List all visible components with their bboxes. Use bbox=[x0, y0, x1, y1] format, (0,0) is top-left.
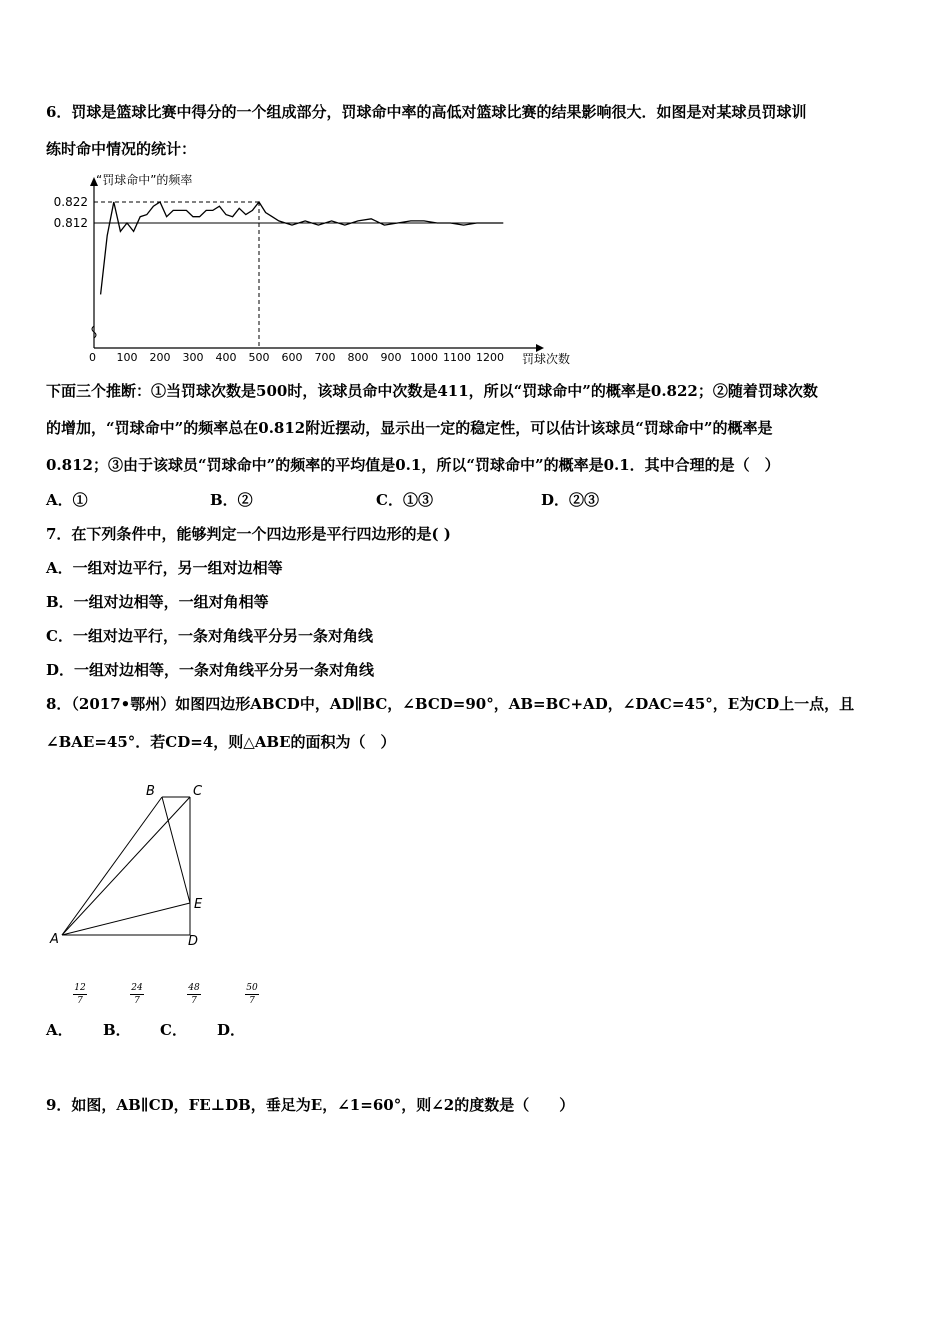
x-tick-label: 700 bbox=[314, 351, 336, 364]
x-tick-label: 300 bbox=[182, 351, 204, 364]
q9-stem: 9．如图，AB∥CD，FE⊥DB，垂足为E，∠1=60°，则∠2的度数是（ ） bbox=[46, 1096, 575, 1114]
x-axis-arrow bbox=[536, 344, 544, 352]
q6-stem-line2: 练时命中情况的统计： bbox=[46, 140, 197, 158]
q8-fraction-c: 48 7 bbox=[188, 983, 200, 1006]
q8-option-a[interactable]: A． bbox=[46, 1021, 73, 1039]
q8-fraction-a: 12 7 bbox=[74, 983, 86, 1006]
label-e: E bbox=[194, 897, 203, 912]
quadrilateral-figure bbox=[40, 775, 220, 955]
q8-option-b[interactable]: B． bbox=[103, 1021, 131, 1039]
x-tick-label: 600 bbox=[281, 351, 303, 364]
y-tick-label: 0.812 bbox=[53, 216, 88, 230]
x-tick-label: 800 bbox=[347, 351, 369, 364]
label-d: D bbox=[188, 934, 199, 949]
q6-stem-line4: 的增加，“罚球命中”的频率总在0.812附近摆动，显示出一定的稳定性，可以估计该球员“罚球命中”的概率是 bbox=[46, 419, 773, 437]
q6-stem-line5: 0.812；③由于该球员“罚球命中”的频率的平均值是0.1，所以“罚球命中”的概率是0.1．其中合理的是（ ） bbox=[46, 456, 780, 474]
x-tick-label: 400 bbox=[215, 351, 237, 364]
x-tick-label: 1100 bbox=[443, 351, 471, 364]
q7-option-c[interactable]: C．一组对边平行，一条对角线平分另一条对角线 bbox=[46, 627, 373, 645]
x-tick-label: 1200 bbox=[476, 351, 504, 364]
q6-option-a[interactable]: A．① bbox=[46, 491, 88, 509]
q6-stem-line1: 6．罚球是篮球比赛中得分的一个组成部分，罚球命中率的高低对篮球比赛的结果影响很大．如图是对某球员罚球训 bbox=[46, 103, 807, 121]
x-tick-label: 500 bbox=[248, 351, 270, 364]
q8-stem-line2: ∠BAE=45°．若CD=4，则△ABE的面积为（ ） bbox=[46, 733, 396, 751]
q7-option-a[interactable]: A．一组对边平行，另一组对边相等 bbox=[46, 559, 283, 577]
segment-ac bbox=[62, 797, 190, 935]
y-tick-label: 0.822 bbox=[53, 195, 88, 209]
x-axis-title: 罚球次数 bbox=[522, 352, 571, 366]
y-axis-title: “罚球命中”的频率 bbox=[96, 173, 193, 187]
q7-option-b[interactable]: B．一组对边相等，一组对角相等 bbox=[46, 593, 269, 611]
segment-ab bbox=[62, 797, 162, 935]
segment-be bbox=[162, 797, 190, 903]
q8-option-c[interactable]: C． bbox=[160, 1021, 187, 1039]
x-tick-label: 900 bbox=[380, 351, 402, 364]
label-b: B bbox=[146, 784, 155, 799]
frequency-series-line bbox=[101, 202, 504, 294]
q6-option-d[interactable]: D．②③ bbox=[541, 491, 600, 509]
q8-stem-line1: 8．（2017•鄂州）如图四边形ABCD中，AD∥BC，∠BCD=90°，AB=BC+AD，∠DAC=45°，E为CD上一点，且 bbox=[46, 695, 855, 713]
x-tick-label: 100 bbox=[116, 351, 138, 364]
q6-option-b[interactable]: B．② bbox=[210, 491, 253, 509]
x-tick-label: 1000 bbox=[410, 351, 438, 364]
label-c: C bbox=[193, 784, 203, 799]
q8-fraction-b: 24 7 bbox=[131, 983, 143, 1006]
q6-stem-line3: 下面三个推断：①当罚球次数是500时，该球员命中次数是411，所以“罚球命中”的概率是0.822；②随着罚球次数 bbox=[46, 382, 818, 400]
q7-option-d[interactable]: D．一组对边相等，一条对角线平分另一条对角线 bbox=[46, 661, 375, 679]
frequency-chart bbox=[40, 170, 600, 370]
q8-option-d[interactable]: D． bbox=[217, 1021, 246, 1039]
label-a: A bbox=[50, 932, 59, 947]
origin-label: 0 bbox=[89, 351, 96, 364]
q6-option-c[interactable]: C．①③ bbox=[376, 491, 433, 509]
x-tick-label: 200 bbox=[149, 351, 171, 364]
q7-stem: 7．在下列条件中，能够判定一个四边形是平行四边形的是( ) bbox=[46, 525, 451, 543]
q8-fraction-d: 50 7 bbox=[246, 983, 258, 1006]
